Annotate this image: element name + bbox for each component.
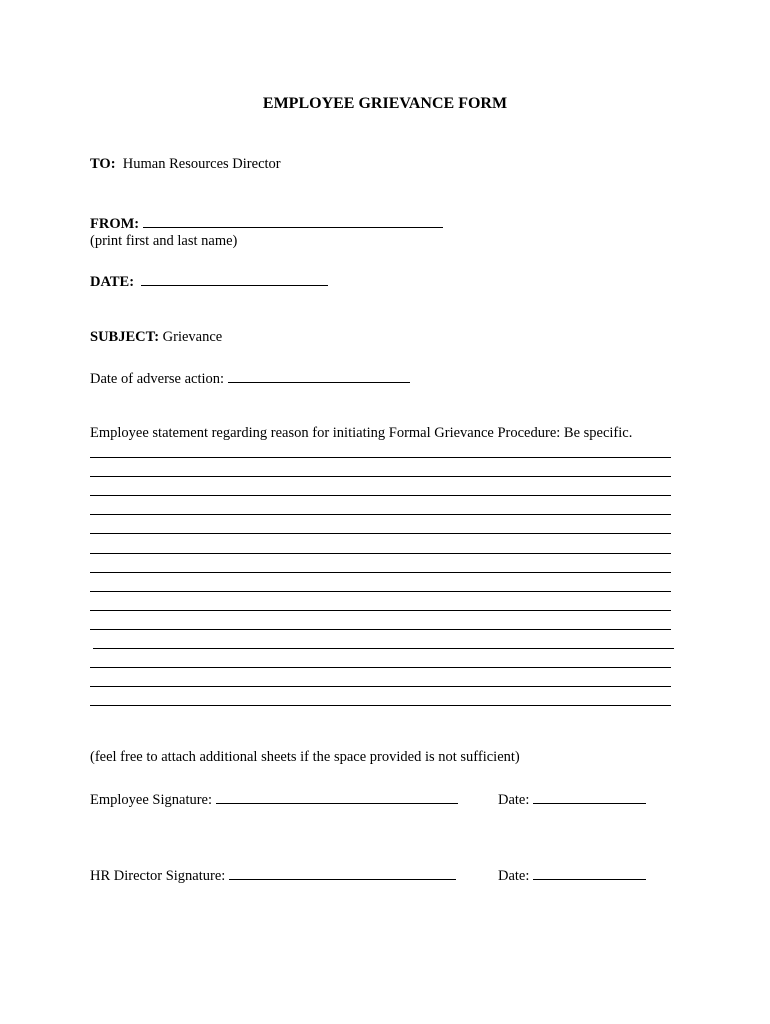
statement-line[interactable]: [90, 533, 671, 534]
to-value: Human Resources Director: [122, 156, 281, 172]
date-label: DATE:: [90, 274, 135, 290]
to-label: TO:: [90, 156, 116, 172]
employee-signature-field[interactable]: [216, 790, 458, 804]
statement-line[interactable]: [90, 591, 671, 592]
to-row: [90, 157, 281, 172]
date-row: [90, 272, 328, 290]
statement-line[interactable]: [90, 495, 671, 496]
adverse-action-label: Date of adverse action:: [90, 371, 225, 387]
form-title: EMPLOYEE GRIEVANCE FORM: [262, 95, 508, 112]
statement-line[interactable]: [90, 705, 671, 706]
employee-date-label: Date:: [498, 792, 530, 808]
adverse-action-date-field[interactable]: [228, 369, 410, 383]
from-label: FROM:: [90, 216, 140, 232]
hr-date-label: Date:: [498, 868, 530, 884]
statement-line[interactable]: [90, 553, 671, 554]
hr-signature-label: HR Director Signature:: [90, 868, 226, 884]
from-name-field[interactable]: [143, 214, 443, 228]
date-field[interactable]: [141, 272, 328, 286]
subject-row: [90, 330, 222, 345]
adverse-action-row: [90, 369, 410, 387]
hr-date-row: [498, 866, 646, 884]
statement-line[interactable]: [93, 648, 674, 649]
statement-line[interactable]: [90, 514, 671, 515]
employee-date-field[interactable]: [533, 790, 646, 804]
hr-date-field[interactable]: [533, 866, 646, 880]
hr-signature-row: [90, 866, 456, 884]
employee-signature-label: Employee Signature:: [90, 792, 213, 808]
statement-line[interactable]: [90, 629, 671, 630]
statement-line[interactable]: [90, 667, 671, 668]
statement-line[interactable]: [90, 686, 671, 687]
employee-signature-row: [90, 790, 458, 808]
statement-line[interactable]: [90, 457, 671, 458]
hr-signature-field[interactable]: [229, 866, 456, 880]
from-hint: (print first and last name): [90, 233, 238, 249]
statement-line[interactable]: [90, 610, 671, 611]
subject-value: Grievance: [162, 329, 223, 345]
employee-date-row: [498, 790, 646, 808]
attach-note: (feel free to attach additional sheets if the space provided is not sufficient): [90, 749, 520, 765]
subject-label: SUBJECT:: [90, 329, 160, 345]
statement-line[interactable]: [90, 572, 671, 573]
statement-line[interactable]: [90, 476, 671, 477]
from-row: [90, 214, 443, 232]
statement-prompt: Employee statement regarding reason for initiating Formal Grievance Procedure: Be specific.: [90, 425, 633, 441]
